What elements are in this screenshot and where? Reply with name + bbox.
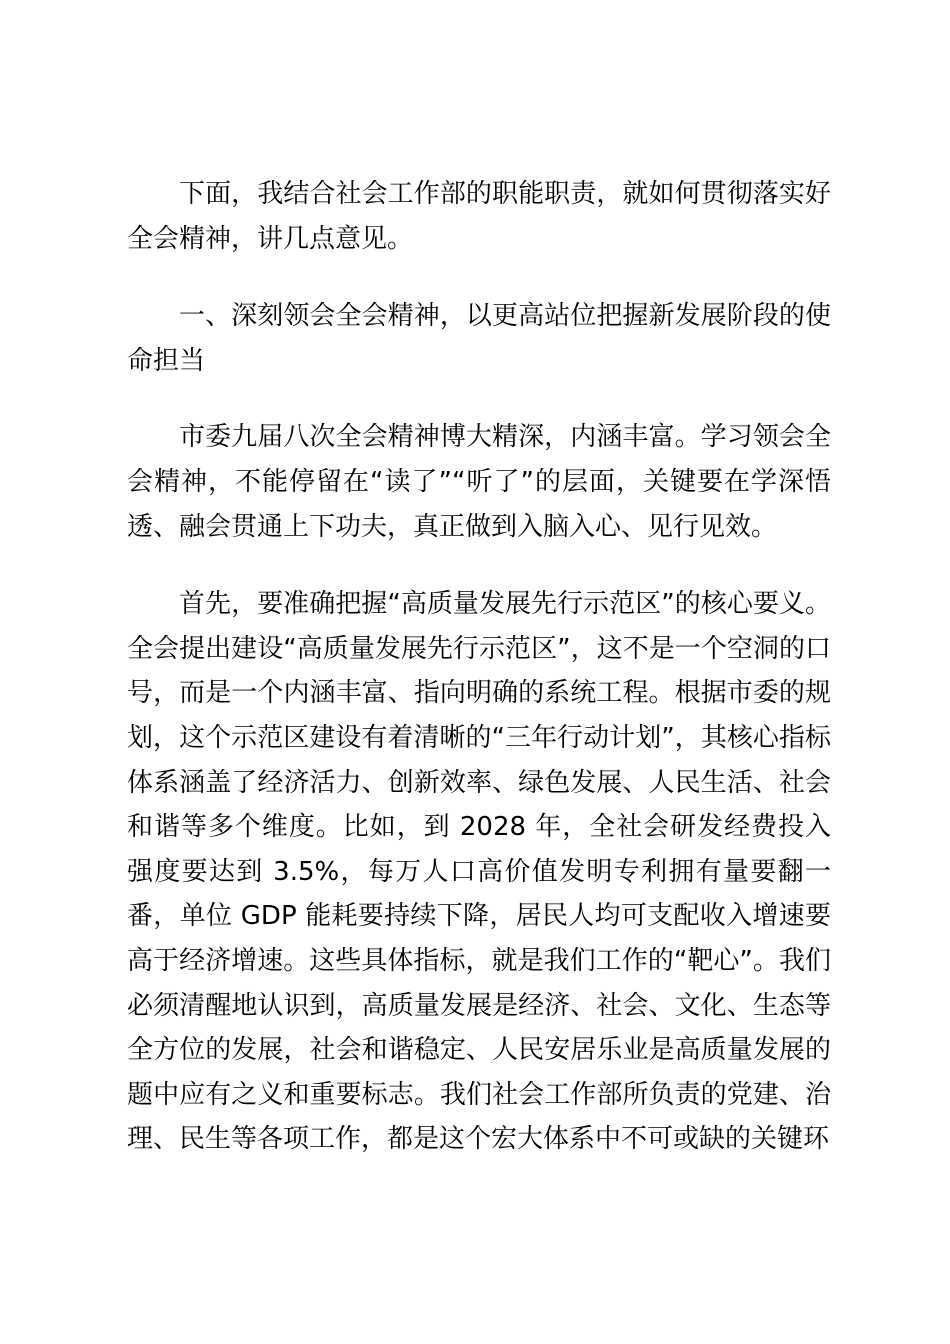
intro-paragraph: 下面，我结合社会工作部的职能职责，就如何贯彻落实好全会精神，讲几点意见。 (127, 179, 831, 254)
body-paragraph-first-point: 首先，要准确把握“高质量发展先行示范区”的核心要义。全会提出建设“高质量发展先行示范区”，这不是一个空洞的口号，而是一个内涵丰富、指向明确的系统工程。根据市委的规划，这个示范区建设有着清晰的“三年行动计划”，其核心指标体系涵盖了经济活力、创新效率、绿色发展、人民生活、社会和谐等多个维度。比如，到 2028 年，全社会研发经费投入强度要达到 3.5%，每万人口高价值发明专利拥有量要翻一番，单位 GDP 能耗要持续下降，居民人均可支配收入增速要高于经济增速。这些具体指标，就是我们工作的“靶心”。我们必须清醒地认识到，高质量发展是经济、社会、文化、生态等全方位的发展，社会和谐稳定、人民安居乐业是高质量发展的题中应有之义和重要标志。我们社会工作部所负责的党建、治理、民生等各项工作，都是这个宏大体系中不可或缺的关键环 (127, 589, 831, 1155)
section-heading-one: 一、深刻领会全会精神，以更高站位把握新发展阶段的使命担当 (127, 301, 831, 376)
document-body (127, 172, 831, 1162)
body-paragraph-spirit: 市委九届八次全会精神博大精深，内涵丰富。学习领会全会精神，不能停留在“读了”“听了”的层面，关键要在学深悟透、融会贯通上下功夫，真正做到入脑入心、见行见效。 (127, 422, 831, 542)
